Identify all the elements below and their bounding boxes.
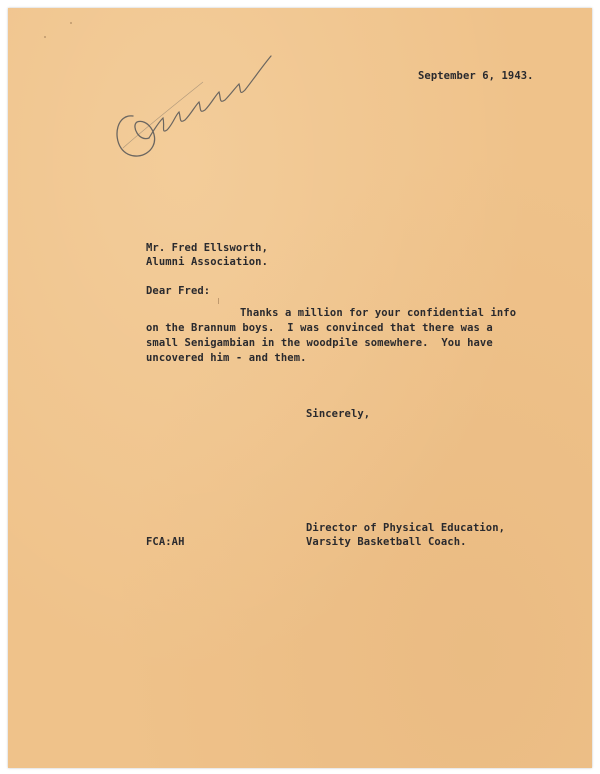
body-line-1: Thanks a million for your confidential info	[240, 307, 517, 319]
paper-speck	[218, 298, 219, 304]
salutation: Dear Fred:	[146, 285, 211, 297]
typist-initials: FCA:AH	[146, 536, 185, 548]
paper-speck	[70, 22, 72, 24]
handwritten-brannum-note	[103, 18, 283, 168]
letter-page	[8, 8, 592, 768]
signature-title-line-1: Director of Physical Education,	[306, 522, 506, 534]
body-line-2: on the Brannum boys. I was convinced that there was a	[146, 322, 493, 334]
recipient-name: Mr. Fred Ellsworth,	[146, 242, 269, 254]
letter-date: September 6, 1943.	[418, 70, 534, 82]
body-line-3: small Senigambian in the woodpile somewhere. You have	[146, 337, 493, 349]
recipient-organization: Alumni Association.	[146, 256, 269, 268]
closing: Sincerely,	[306, 408, 371, 420]
body-line-4: uncovered him - and them.	[146, 352, 307, 364]
paper-speck	[44, 36, 46, 38]
signature-title-line-2: Varsity Basketball Coach.	[306, 536, 467, 548]
